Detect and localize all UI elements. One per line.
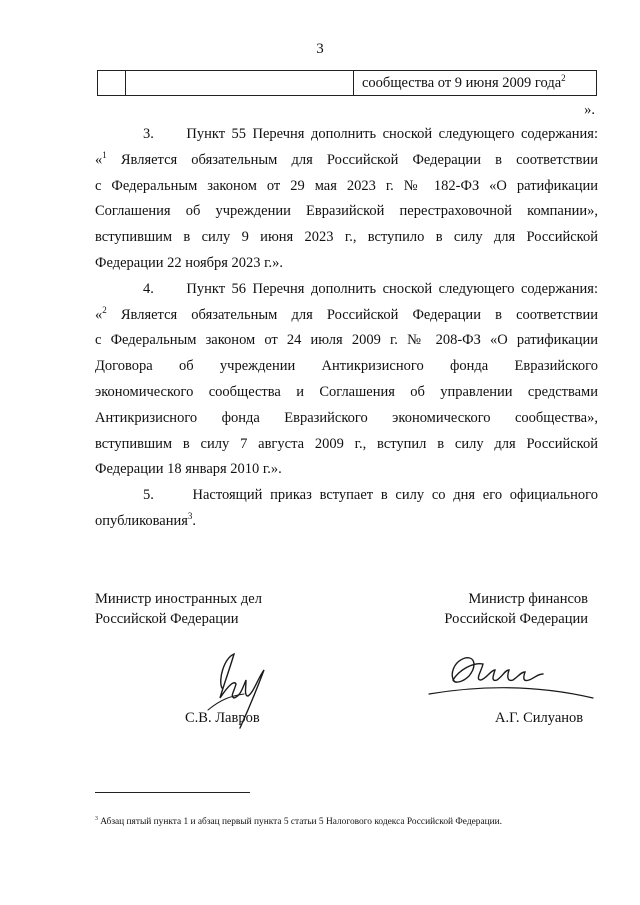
signatory-left-title (95, 589, 262, 629)
footnote-ref: 3 (187, 511, 193, 522)
footnote-ref: 1 (102, 149, 107, 160)
paragraph-line: Федерации 22 ноября 2023 г.». (95, 254, 283, 271)
paragraph-line: 3. Пункт 55 Перечня дополнить сноской следующего содержания: (143, 126, 598, 142)
footnote: $^3$ Абзац пятый пункта 1 и абзац первый пункта 5 статьи 5 Налогового кодекса Российской Федерации. (95, 815, 503, 827)
paragraph-line: «$^1$ Является обязательным для Российской Федерации в соответствии (95, 149, 598, 168)
paragraph-line: 5. Настоящий приказ вступает в силу со дня его официального (143, 487, 598, 504)
paragraph-3 (95, 122, 598, 277)
paragraph-line: вступившим в силу 7 августа 2009 г., вступил в силу для Российской (95, 435, 598, 452)
paragraph-line: Федерации 18 января 2010 г.». (95, 461, 282, 478)
paragraph-line: с Федеральным законом от 29 мая 2023 г. № 182-ФЗ «О ратификации (95, 177, 598, 194)
paragraph-line: экономического сообщества и Соглашения об управлении средствами (95, 383, 598, 400)
signatory-title-line: Российской Федерации (444, 611, 588, 627)
signature-siluanov (425, 648, 595, 706)
paragraph-line: с Федеральным законом от 24 июля 2009 г. № 208-ФЗ «О ратификации (95, 332, 598, 349)
paragraph-5 (95, 483, 598, 535)
signatory-title-line: Российской Федерации (95, 611, 239, 627)
footnote-ref: 2 (102, 304, 107, 315)
signatory-title-line: Министр иностранных дел (95, 591, 262, 607)
table-cell-number (98, 71, 126, 95)
document-body (95, 122, 598, 535)
table-row (97, 70, 597, 96)
paragraph-line: опубликования$^3$. (95, 511, 197, 529)
paragraph-line: 4. Пункт 56 Перечня дополнить сноской следующего содержания: (143, 280, 598, 297)
signatory-title-line: Министр финансов (468, 591, 588, 607)
footnote-separator (95, 792, 250, 793)
paragraph-line: Договора об учреждении Антикризисного фонда Евразийского (95, 358, 598, 375)
paragraph-4 (95, 277, 598, 483)
footnote-ref: 3 (95, 815, 98, 822)
paragraph-line: Антикризисного фонда Евразийского экономического сообщества», (95, 409, 598, 426)
footnote-ref: 2 (561, 73, 566, 84)
paragraph-line: вступившим в силу 9 июня 2023 г., вступило в силу для Российской (95, 229, 598, 246)
signatory-right-title (444, 589, 588, 629)
closing-quote: ». (584, 102, 595, 118)
paragraph-line: Соглашения об учреждении Евразийской перестраховочной компании», (95, 203, 598, 220)
signatory-right-name: А.Г. Силуанов (495, 710, 584, 726)
page-number: 3 (316, 41, 324, 57)
table-cell-text: сообщества от 9 июня 2009 года$^2$ (362, 73, 566, 91)
paragraph-line: «$^2$ Является обязательным для Российской Федерации в соответствии (95, 304, 598, 323)
signatory-left-name: С.В. Лавров (185, 710, 260, 726)
table-cell-name (125, 71, 354, 95)
